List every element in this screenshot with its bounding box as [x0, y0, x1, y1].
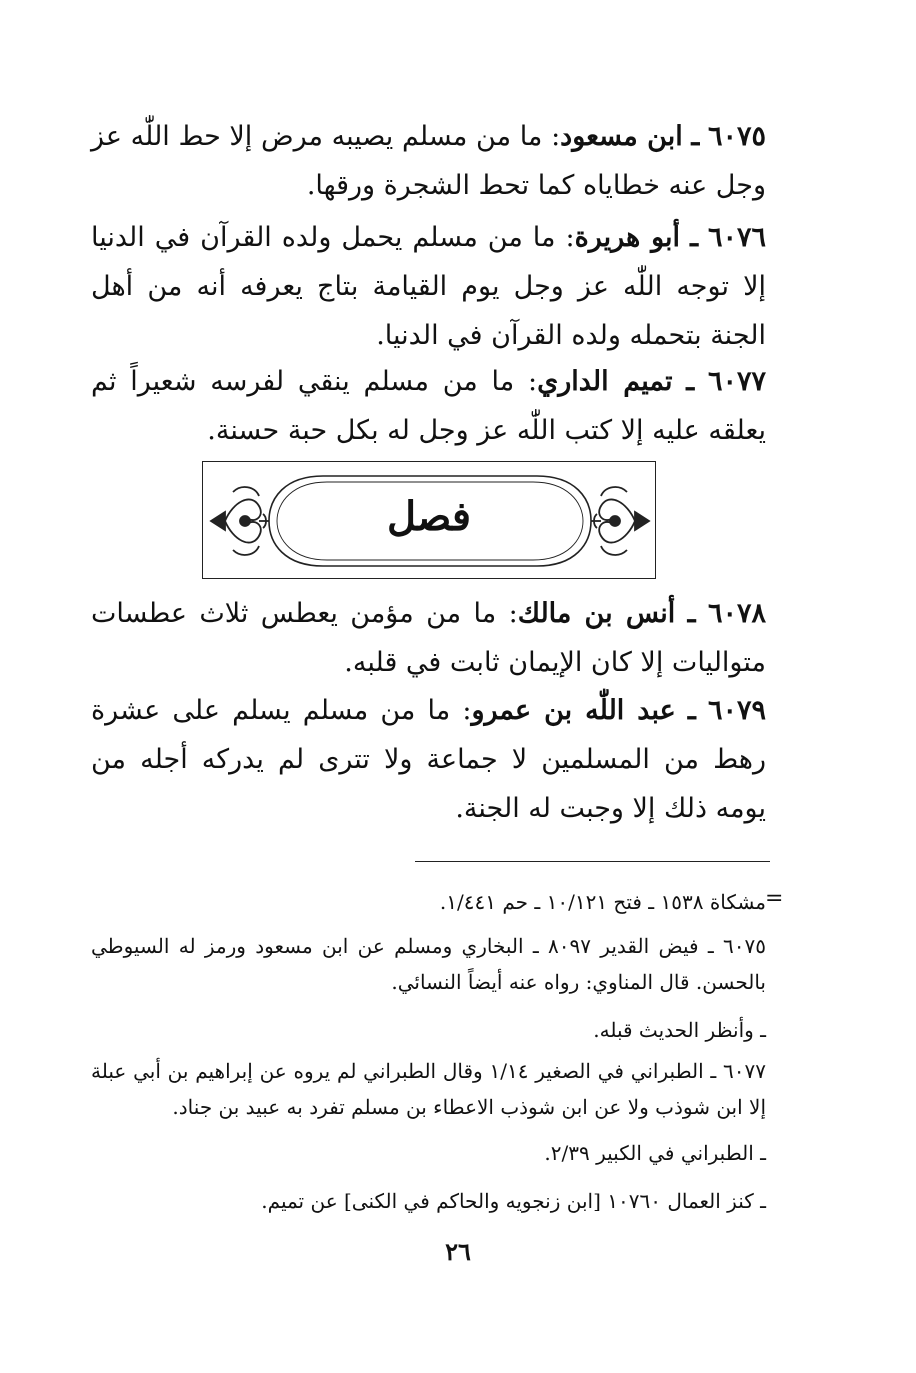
footnote-line: ـ كنز العمال ١٠٧٦٠ [ابن زنجويه والحاكم في الكنى] عن تميم. — [261, 1189, 766, 1213]
footnote-divider — [415, 861, 770, 862]
section-heading-ornament — [202, 461, 656, 579]
hadith-text: ما من مسلم يسلم على عشرة رهط من المسلمين لا جماعة ولا تترى لم يدركه أجله من يومه ذلك إلا وجبت له الجنة. — [91, 695, 766, 824]
hadith-6077 — [91, 357, 766, 455]
hadith-number: ٦٠٧٦ — [707, 222, 766, 253]
hadith-narrator: أبو هريرة — [574, 222, 681, 253]
hadith-colon: : — [551, 121, 561, 152]
hadith-separator: ـ — [691, 121, 700, 152]
hadith-separator: ـ — [690, 222, 698, 253]
hadith-6079 — [91, 686, 766, 833]
hadith-number: ٦٠٧٩ — [707, 695, 766, 726]
footnote-line: ٦٠٧٧ ـ الطبراني في الصغير ١/١٤ وقال الطبراني لم يروه عن إبراهيم بن أبي عبلة إلا ابن شوذب ولا عن ابن شوذب الاعطاء بن مسلم تفرد به عبيد بن جناد. — [91, 1059, 766, 1119]
footnote-line: ـ وأنظر الحديث قبله. — [593, 1018, 766, 1042]
hadith-text: ما من مسلم يحمل ولده القرآن في الدنيا إلا توجه اللّٰه عز وجل يوم القيامة بتاج يعرفه أنه من أهل الجنة بتحمله ولده القرآن في الدنيا. — [91, 222, 766, 351]
hadith-separator: ـ — [686, 366, 695, 397]
hadith-6075 — [91, 112, 766, 210]
hadith-colon: : — [462, 695, 472, 726]
footnote-line: ـ الطبراني في الكبير ٢/٣٩. — [544, 1141, 766, 1165]
hadith-colon: : — [508, 598, 518, 629]
hadith-text: ما من مؤمن يعطس ثلاث عطسات متواليات إلا كان الإيمان ثابت في قلبه. — [91, 598, 766, 678]
hadith-6078 — [91, 589, 766, 687]
hadith-narrator: ابن مسعود — [560, 121, 683, 152]
page-number: ٢٦ — [445, 1237, 471, 1266]
hadith-text: ما من مسلم يصيبه مرض إلا حط اللّٰه عز وجل عنه خطاياه كما تحط الشجرة ورقها. — [91, 121, 766, 201]
hadith-narrator: أنس بن مالك — [517, 598, 676, 629]
hadith-colon: : — [565, 222, 575, 253]
hadith-colon: : — [527, 366, 538, 397]
footnote-line: ٦٠٧٥ ـ فيض القدير ٨٠٩٧ ـ البخاري ومسلم عن ابن مسعود ورمز له السيوطي بالحسن. قال المناوي: رواه عنه أيضاً النسائي. — [91, 934, 766, 994]
hadith-number: ٦٠٧٨ — [707, 598, 766, 629]
hadith-number: ٦٠٧٧ — [707, 366, 766, 397]
section-title: فصل — [386, 493, 472, 540]
hadith-separator: ـ — [687, 695, 696, 726]
hadith-text: ما من مسلم ينقي لفرسه شعيراً ثم يعلقه عليه إلا كتب اللّٰه عز وجل له بكل حبة حسنة. — [91, 366, 766, 446]
hadith-number: ٦٠٧٥ — [707, 121, 766, 152]
footnote-line: مشكاة ١٥٣٨ ـ فتح ١٠/١٢١ ـ حم ١/٤٤١. — [439, 890, 766, 914]
hadith-narrator: تميم الداري — [537, 366, 673, 397]
hadith-narrator: عبد اللّٰه بن عمرو — [471, 695, 676, 726]
hadith-separator: ـ — [687, 598, 696, 629]
hadith-6076 — [91, 213, 766, 360]
footnote-continuation-mark: = — [765, 886, 784, 911]
